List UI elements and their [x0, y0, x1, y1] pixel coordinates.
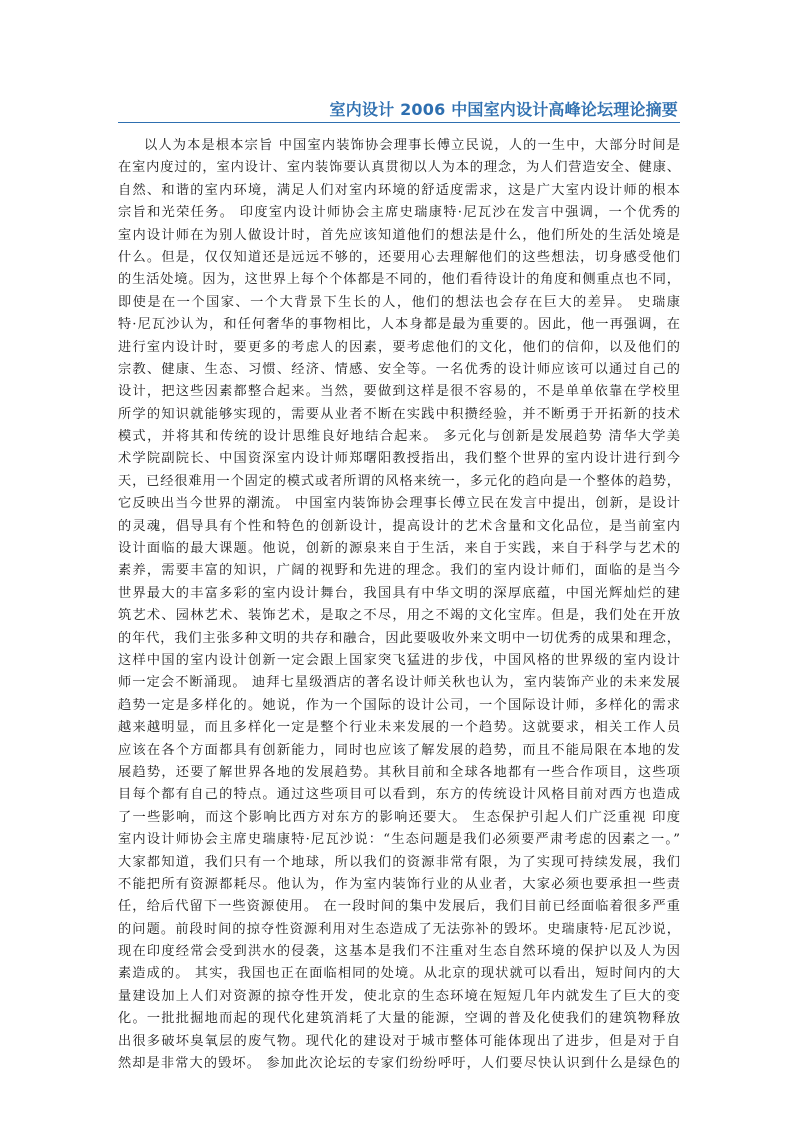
body-text-line: 自然、和谐的室内环境，满足人们对室内环境的舒适度需求，这是广大室内设计师的根本	[118, 182, 680, 198]
body-text-line: 即使是在一个国家、一个大背景下生长的人，他们的想法也会存在巨大的差异。 史瑞康	[118, 294, 680, 310]
body-text-line: 它反映出当今世界的潮流。 中国室内装饰协会理事长傅立民在发言中提出，创新，是设计	[118, 496, 680, 512]
body-text-line: 大家都知道，我们只有一个地球，所以我们的资源非常有限，为了实现可持续发展，我们	[118, 854, 680, 870]
body-text-line: 的年代，我们主张多种文明的共存和融合，因此要吸收外来文明中一切优秀的成果和理念，	[118, 630, 680, 646]
body-text-line: 室内设计师协会主席史瑞康特·尼瓦沙说：“生态问题是我们必须要严肃考虑的因素之一。”	[118, 832, 680, 848]
body-text-line: 什么。但是，仅仅知道还是远远不够的，还要用心去理解他们的这些想法，切身感受他们	[118, 249, 680, 265]
body-text-line: 以人为本是根本宗旨 中国室内装饰协会理事长傅立民说，人的一生中，大部分时间是	[144, 138, 680, 153]
body-text-line: 设计面临的最大课题。他说，创新的源泉来自于生活，来自于实践，来自于科学与艺术的	[118, 541, 680, 557]
body-text-line: 室内设计师在为别人做设计时，首先应该知道他们的想法是什么，他们所处的生活处境是	[118, 227, 680, 243]
body-text-line: 世界最大的丰富多彩的室内设计舞台，我国具有中华文明的深厚底蕴，中国光辉灿烂的建	[118, 585, 680, 601]
body-text-line: 进行室内设计时，要更多的考虑人的因素，要考虑他们的文化，他们的信仰，以及他们的	[118, 339, 680, 355]
body-text-line: 目每个都有自己的特点。通过这些项目可以看到，东方的传统设计风格目前对西方也造成	[118, 787, 680, 803]
body-text-line: 趋势一定是多样化的。她说，作为一个国际的设计公司，一个国际设计师，多样化的需求	[118, 697, 680, 713]
body-text-line: 模式，并将其和传统的设计思维良好地结合起来。 多元化与创新是发展趋势 清华大学美	[118, 429, 680, 445]
body-text-line: 宗教、健康、生态、习惯、经济、情感、安全等。一名优秀的设计师应该可以通过自己的	[118, 361, 680, 377]
body-text-line: 出很多破坏臭氧层的废气物。现代化的建设对于城市整体可能体现出了进步，但是对于自	[118, 1033, 680, 1049]
article-body	[118, 135, 680, 1120]
body-text-line: 现在印度经常会受到洪水的侵袭，这基本是我们不注重对生态自然环境的保护以及人为因	[118, 944, 680, 960]
body-text-line: 应该在各个方面都具有创新能力，同时也应该了解发展的趋势，而且不能局限在本地的发	[118, 742, 680, 758]
document-title: 室内设计 2006 中国室内设计高峰论坛理论摘要	[329, 100, 678, 119]
body-text-line: 不能把所有资源都耗尽。他认为，作为室内装饰行业的从业者，大家必须也要承担一些责	[118, 876, 680, 892]
body-text-line: 了一些影响，而这个影响比西方对东方的影响还要大。 生态保护引起人们广泛重视 印度	[118, 809, 680, 825]
body-text-line: 的生活处境。因为，这世界上每个个体都是不同的，他们看待设计的角度和侧重点也不同，	[118, 272, 680, 288]
body-text-line: 然却是非常大的毁坏。 参加此次论坛的专家们纷纷呼吁，人们要尽快认识到什么是绿色的	[118, 1056, 680, 1072]
body-text-line: 素造成的。 其实，我国也正在面临相同的处境。从北京的现状就可以看出，短时间内的大	[118, 966, 680, 982]
body-text-line: 特·尼瓦沙认为，和任何奢华的事物相比，人本身都是最为重要的。因此，他一再强调，在	[118, 317, 680, 333]
body-text-line: 越来越明显，而且多样化一定是整个行业未来发展的一个趋势。这就要求，相关工作人员	[118, 720, 680, 736]
body-text-line: 素养，需要丰富的知识，广阔的视野和先进的理念。我们的室内设计师们，面临的是当今	[118, 563, 680, 579]
body-text-line: 筑艺术、园林艺术、装饰艺术，是取之不尽，用之不竭的文化宝库。但是，我们处在开放	[118, 608, 680, 624]
body-text-line: 天，已经很难用一个固定的模式或者所谓的风格来统一，多元化的趋向是一个整体的趋势，	[118, 473, 680, 489]
body-text-line: 这样中国的室内设计创新一定会跟上国家突飞猛进的步伐，中国风格的世界级的室内设计	[118, 652, 680, 668]
body-text-line: 所学的知识就能够实现的，需要从业者不断在实践中积攒经验，并不断勇于开拓新的技术	[118, 406, 680, 422]
body-text-line: 术学院副院长、中国资深室内设计师郑曙阳教授指出，我们整个世界的室内设计进行到今	[118, 451, 680, 467]
body-text-line: 师一定会不断涌现。 迪拜七星级酒店的著名设计师关秋也认为，室内装饰产业的未来发展	[118, 675, 680, 691]
body-text-line: 量建设加上人们对资源的掠夺性开发，使北京的生态环境在短短几年内就发生了巨大的变	[118, 988, 680, 1004]
body-text-line: 在室内度过的，室内设计、室内装饰要认真贯彻以人为本的理念，为人们营造安全、健康、	[118, 160, 680, 176]
body-text-line: 宗旨和光荣任务。 印度室内设计师协会主席史瑞康特·尼瓦沙在发言中强调，一个优秀的	[118, 205, 680, 221]
body-text-line: 任，给后代留下一些资源使用。 在一段时间的集中发展后，我们目前已经面临着很多严重	[118, 899, 680, 915]
body-text-line: 设计，把这些因素都整合起来。当然，要做到这样是很不容易的，不是单单依靠在学校里	[118, 384, 680, 400]
body-text-line: 展趋势，还要了解世界各地的发展趋势。其秋目前和全球各地都有一些合作项目，这些项	[118, 764, 680, 780]
page-header	[118, 96, 680, 123]
body-text-line: 化。一批批掘地而起的现代化建筑消耗了大量的能源，空调的普及化使我们的建筑物释放	[118, 1011, 680, 1027]
body-text-line: 的灵魂，倡导具有个性和特色的创新设计，提高设计的艺术含量和文化品位，是当前室内	[118, 518, 680, 534]
body-text-line: 的问题。前段时间的掠夺性资源利用对生态造成了无法弥补的毁坏。史瑞康特·尼瓦沙说，	[118, 921, 680, 937]
